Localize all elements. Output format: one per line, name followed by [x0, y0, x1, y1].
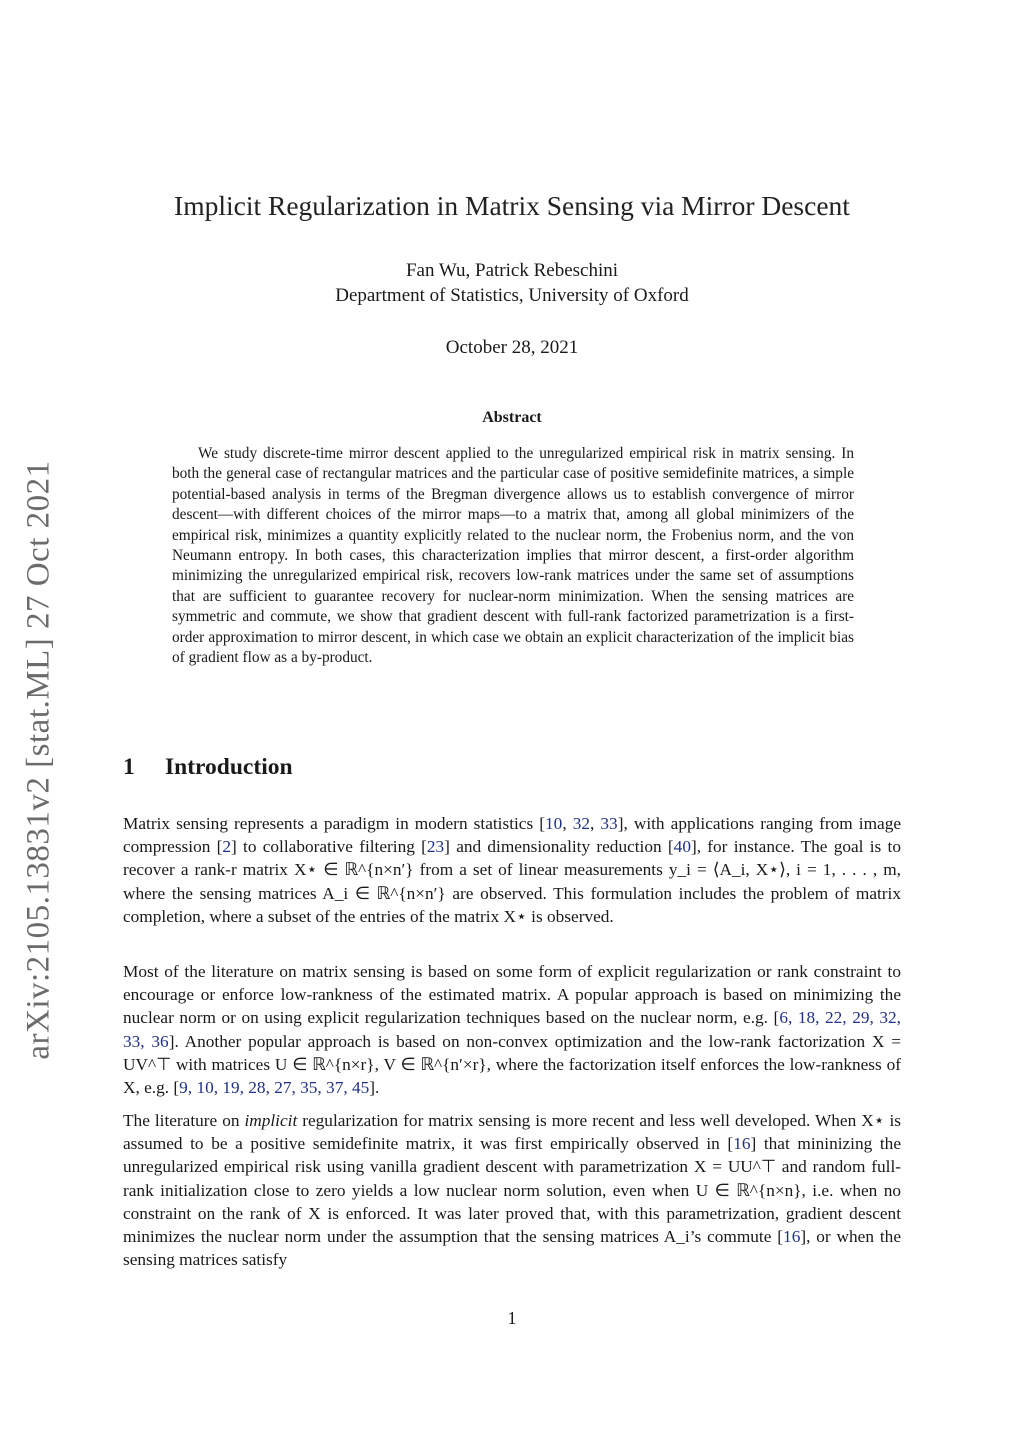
paragraph	[123, 812, 901, 928]
abstract-text: We study discrete-time mirror descent applied to the unregularized empirical risk in matrix sensing. In both the general case of rectangular matrices and the particular case of positive semidefinite matrices, a simple potential-based analysis in terms of the Bregman divergence allows us to establish convergence of mirror descent—with different choices of the mirror maps—to a matrix that, among all global minimizers of the empirical risk, minimizes a quantity explicitly related to the nuclear norm, the Frobenius norm, and the von Neumann entropy. In both cases, this characterization implies that mirror descent, a first-order algorithm minimizing the unregularized empirical risk, recovers low-rank matrices under the same set of assumptions that are sufficient to guarantee recovery for nuclear-norm minimization. When the sensing matrices are symmetric and commute, we show that gradient descent with full-rank factorized parametrization is a first-order approximation to mirror descent, in which case we obtain an explicit characterization of the implicit bias of gradient flow as a by-product.	[172, 445, 854, 667]
page-number: 1	[507, 1308, 517, 1328]
paragraph	[123, 960, 901, 1099]
citation-link[interactable]: 33	[600, 814, 618, 833]
text-run: ], for instance. The goal is to recover a rank-r matrix X⋆ ∈ ℝ^{n×n′} from a set of linear measurements y_i = ⟨A_i, X⋆⟩, i = 1, . . . , m, where the sensing matrices A_i ∈ ℝ^{n×n′} are observed. This formulation includes the problem of matrix completion, where a subset of the entries of the matrix X⋆ is observed.	[123, 837, 901, 926]
emphasis: implicit	[244, 1111, 298, 1130]
citation-link[interactable]: 10	[545, 814, 563, 833]
text-run: ,	[590, 814, 601, 833]
section-heading	[123, 754, 293, 781]
date: October 28, 2021	[445, 337, 579, 358]
text-run: The literature on	[123, 1111, 245, 1130]
text-run: ] and dimensionality reduction [	[444, 837, 674, 857]
text-run: ] that mininizing the unregularized empirical risk using vanilla gradient descent with parametrization X = UU^⊤ and random full-rank initialization close to zero yields a low nuclear norm solution, even when U ∈ ℝ^{n×n}, i.e. when no constraint on the rank of X is enforced. It was later proved that, with this parametrization, gradient descent minimizes the nuclear norm under the assumption that the sensing matrices A_i’s commute [	[123, 1134, 901, 1247]
text-run: Most of the literature on matrix sensing is based on some form of explicit regularization or rank constraint to encourage or enforce low-rankness of the estimated matrix. A popular approach is based on minimizing the nuclear norm or on using explicit regularization techniques based on the nuclear norm, e.g. [	[123, 962, 901, 1028]
text-run: ], or when the sensing matrices satisfy	[123, 1227, 901, 1270]
citation-link[interactable]: 16	[733, 1134, 751, 1154]
text-run: ,	[562, 814, 573, 833]
section-title: Introduction	[165, 754, 293, 780]
citation-link[interactable]: 40	[673, 837, 691, 857]
citation-link[interactable]: 32	[572, 814, 590, 833]
text-run: ]. Another popular approach is based on non-convex optimization and the low-rank factorization X = UV^⊤ with matrices U ∈ ℝ^{n×r}, V ∈ ℝ^{n′×r}, where the factorization itself enforces the low-rankness of X, e.g. [	[123, 1031, 901, 1098]
text-run: ].	[369, 1078, 380, 1098]
arxiv-id: arXiv:2105.13831v2 [stat.ML] 27 Oct 2021	[20, 460, 57, 1060]
section-number: 1	[123, 754, 135, 780]
paper-title: Implicit Regularization in Matrix Sensing via Mirror Descent	[174, 190, 850, 221]
text-run: Matrix sensing represents a paradigm in modern statistics [	[123, 814, 546, 833]
citation-link[interactable]: 23	[426, 837, 445, 857]
affiliation: Department of Statistics, University of Oxford	[335, 285, 689, 306]
citation-link[interactable]: 2	[222, 837, 232, 857]
citation-link[interactable]: 16	[783, 1227, 801, 1247]
paragraph	[123, 1109, 901, 1271]
text-run: ] to collaborative filtering [	[231, 837, 427, 857]
abstract-heading: Abstract	[482, 409, 542, 426]
text-run: ], with applications ranging from image compression [	[123, 814, 902, 857]
authors: Fan Wu, Patrick Rebeschini	[405, 260, 619, 281]
citation-link[interactable]: 9, 10, 19, 28, 27, 35, 37, 45	[179, 1078, 370, 1098]
arxiv-stamp	[10, 445, 68, 1075]
text-run: regularization for matrix sensing is more recent and less well developed. When X⋆ is assumed to be a positive semidefinite matrix, it was first empirically observed in [	[123, 1111, 901, 1154]
citation-link[interactable]: 6, 18, 22, 29, 32, 33, 36	[123, 1008, 901, 1051]
